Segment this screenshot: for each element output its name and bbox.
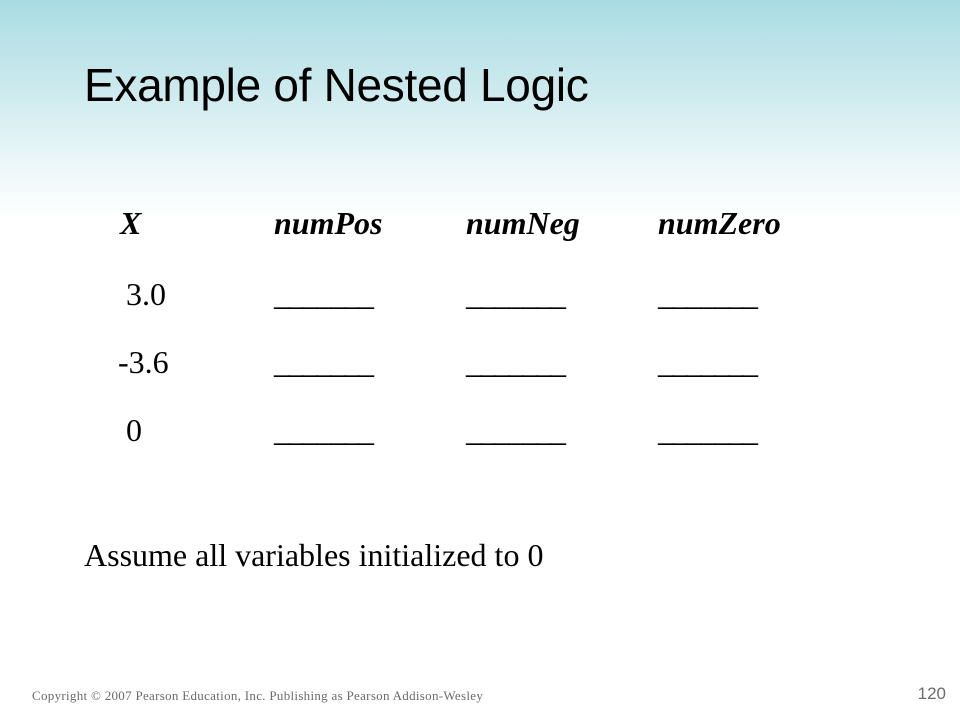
blank-line: _______ xyxy=(658,276,756,312)
blank-line: _______ xyxy=(274,276,372,312)
header-numneg: numNeg xyxy=(466,205,580,241)
blank-line: _______ xyxy=(274,344,372,380)
header-numpos: numPos xyxy=(274,205,383,241)
slide-title: Example of Nested Logic xyxy=(84,59,589,111)
row-x-value: -3.6 xyxy=(118,344,169,380)
blank-line: _______ xyxy=(466,412,564,448)
blank-line: _______ xyxy=(466,276,564,312)
page-number: 120 xyxy=(917,684,946,703)
blank-line: _______ xyxy=(658,344,756,380)
row-x-value: 0 xyxy=(126,412,142,448)
blank-line: _______ xyxy=(466,344,564,380)
row-x-value: 3.0 xyxy=(126,276,166,312)
copyright-footer: Copyright © 2007 Pearson Education, Inc. Publishing as Pearson Addison-Wesley xyxy=(32,688,484,703)
header-numzero: numZero xyxy=(658,205,781,241)
header-x: X xyxy=(120,205,142,241)
blank-line: _______ xyxy=(658,412,756,448)
assumption-note: Assume all variables initialized to 0 xyxy=(84,537,544,573)
blank-line: _______ xyxy=(274,412,372,448)
